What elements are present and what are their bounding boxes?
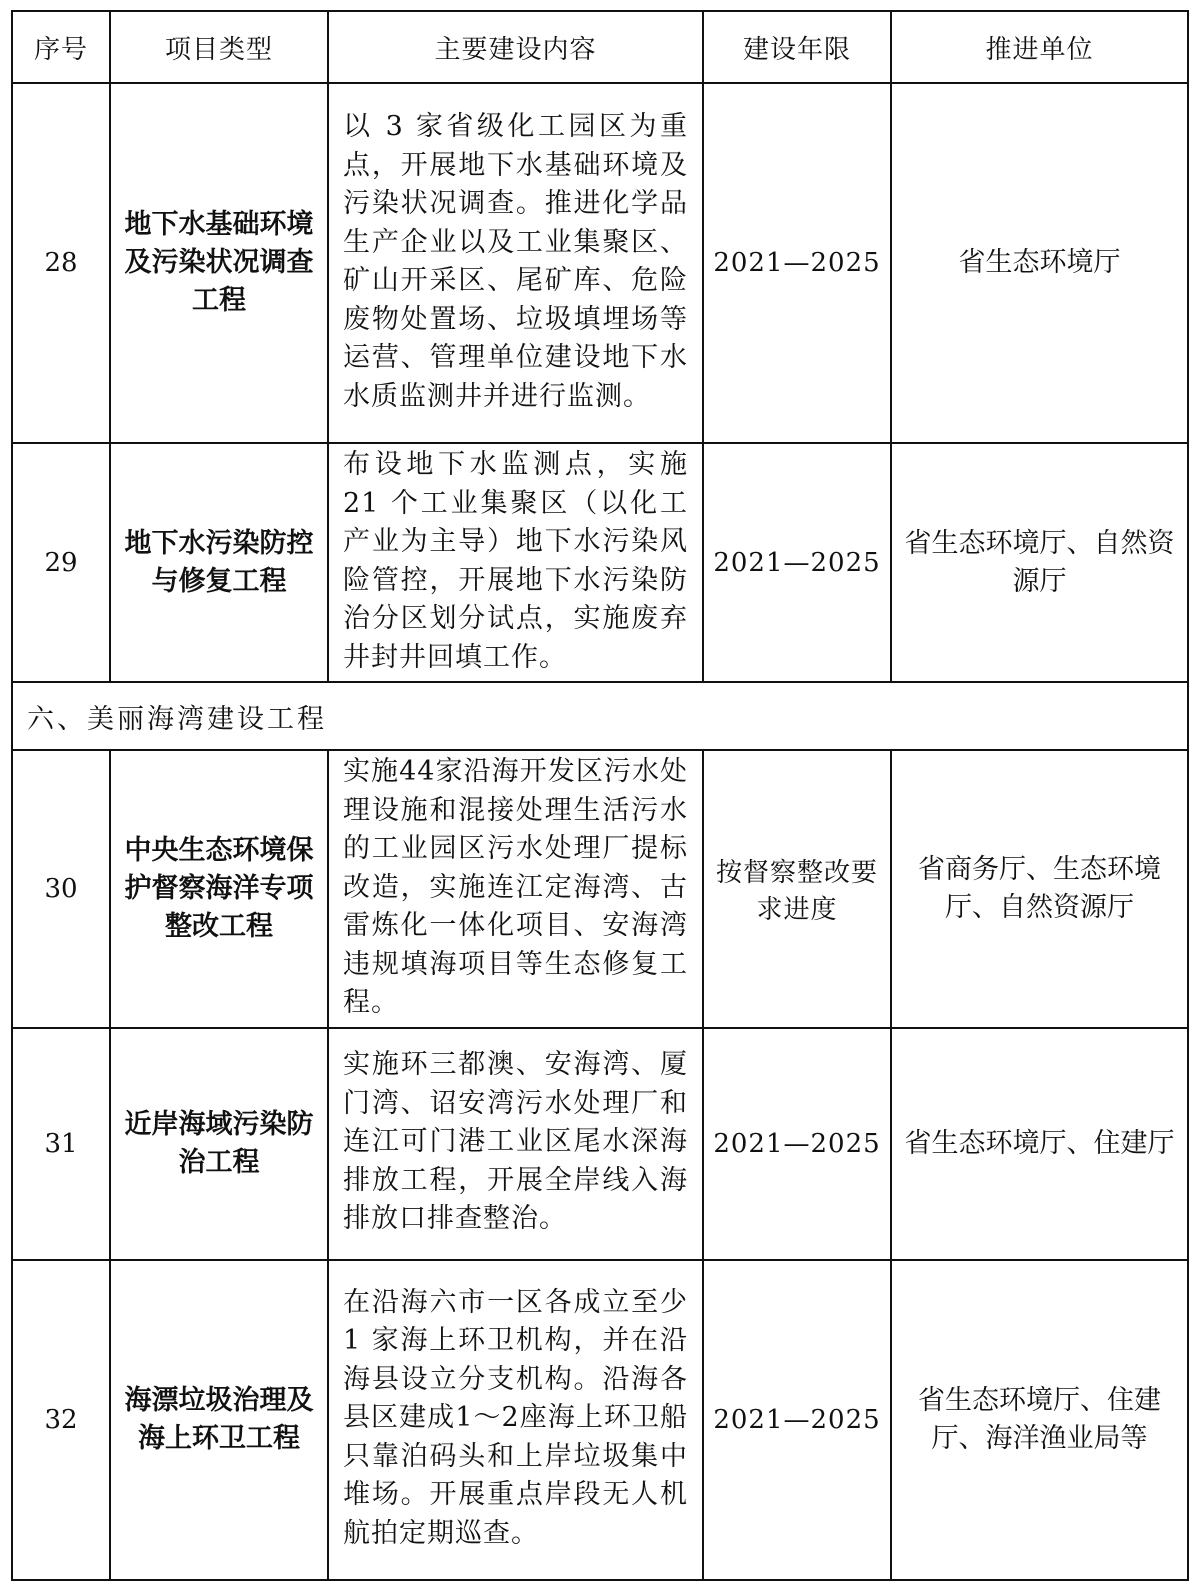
construction-content: 实施44家沿海开发区污水处理设施和混接处理生活污水的工业园区污水处理厂提标改造，实施连江定海湾、古雷炼化一体化项目、安海湾违规填海项目等生态修复工程。 <box>328 750 703 1028</box>
row-number: 30 <box>12 750 110 1028</box>
table-row <box>12 443 1188 682</box>
project-type: 地下水基础环境及污染状况调查工程 <box>110 83 328 443</box>
project-type: 海漂垃圾治理及海上环卫工程 <box>110 1260 328 1580</box>
project-type: 近岸海域污染防治工程 <box>110 1028 328 1260</box>
header-content: 主要建设内容 <box>328 11 703 83</box>
table-row <box>12 750 1188 1028</box>
table-header-row <box>12 11 1188 83</box>
project-type: 地下水污染防控与修复工程 <box>110 443 328 682</box>
construction-years: 2021—2025 <box>703 1260 891 1580</box>
header-years: 建设年限 <box>703 11 891 83</box>
row-number: 29 <box>12 443 110 682</box>
document-page <box>11 10 1187 1581</box>
responsible-unit: 省生态环境厅、住建厅、海洋渔业局等 <box>891 1260 1188 1580</box>
responsible-unit: 省生态环境厅、住建厅 <box>891 1028 1188 1260</box>
construction-content: 布设地下水监测点，实施 21 个工业集聚区（以化工产业为主导）地下水污染风险管控，开展地下水污染防治分区划分试点，实施废弃井封井回填工作。 <box>328 443 703 682</box>
responsible-unit: 省生态环境厅 <box>891 83 1188 443</box>
header-unit: 推进单位 <box>891 11 1188 83</box>
row-number: 28 <box>12 83 110 443</box>
construction-years: 按督察整改要求进度 <box>703 750 891 1028</box>
header-type: 项目类型 <box>110 11 328 83</box>
responsible-unit: 省生态环境厅、自然资源厅 <box>891 443 1188 682</box>
construction-content: 实施环三都澳、安海湾、厦门湾、诏安湾污水处理厂和连江可门港工业区尾水深海排放工程，开展全岸线入海排放口排查整治。 <box>328 1028 703 1260</box>
section-heading: 六、美丽海湾建设工程 <box>12 682 1188 750</box>
section-row <box>12 682 1188 750</box>
construction-years: 2021—2025 <box>703 1028 891 1260</box>
construction-content: 以 3 家省级化工园区为重点，开展地下水基础环境及污染状况调查。推进化学品生产企业以及工业集聚区、矿山开采区、尾矿库、危险废物处置场、垃圾填埋场等运营、管理单位建设地下水水质监测井并进行监测。 <box>328 83 703 443</box>
construction-content: 在沿海六市一区各成立至少 1 家海上环卫机构，并在沿海县设立分支机构。沿海各县区建成1～2座海上环卫船只靠泊码头和上岸垃圾集中堆场。开展重点岸段无人机航拍定期巡查。 <box>328 1260 703 1580</box>
row-number: 32 <box>12 1260 110 1580</box>
table-row <box>12 83 1188 443</box>
project-table <box>11 10 1189 1581</box>
responsible-unit: 省商务厅、生态环境厅、自然资源厅 <box>891 750 1188 1028</box>
table-row <box>12 1260 1188 1580</box>
construction-years: 2021—2025 <box>703 443 891 682</box>
project-type: 中央生态环境保护督察海洋专项整改工程 <box>110 750 328 1028</box>
header-no: 序号 <box>12 11 110 83</box>
table-row <box>12 1028 1188 1260</box>
construction-years: 2021—2025 <box>703 83 891 443</box>
row-number: 31 <box>12 1028 110 1260</box>
